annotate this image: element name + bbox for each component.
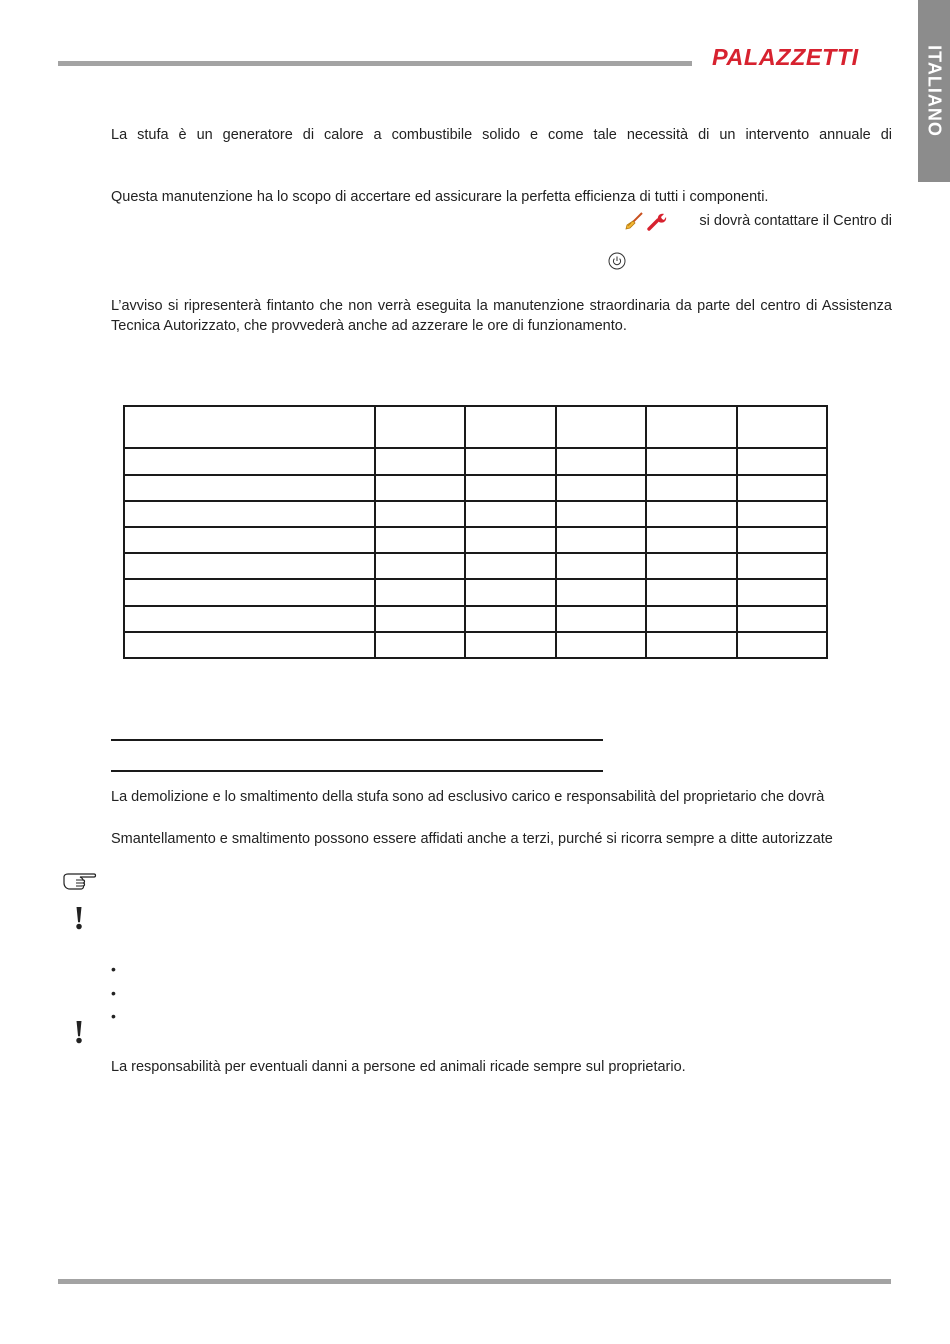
table-cell: [465, 632, 556, 658]
table-cell: [465, 475, 556, 501]
paragraph-dismantling: Smantellamento e smaltimento possono essere affidati anche a terzi, purché si ricorra sempre a ditte autorizzate: [111, 831, 833, 847]
broom-icon: [624, 211, 644, 231]
table-cell: [375, 475, 465, 501]
table-header-cell: [737, 406, 827, 448]
language-tab[interactable]: [918, 0, 950, 182]
table-header-cell: [646, 406, 737, 448]
table-cell: [465, 448, 556, 474]
table-cell: [646, 448, 737, 474]
table-cell: [556, 501, 646, 527]
table-cell: [124, 501, 375, 527]
table-cell: [375, 553, 465, 579]
table-cell: [465, 579, 556, 605]
table-cell: [646, 606, 737, 632]
table-cell: [556, 579, 646, 605]
table-cell: [465, 606, 556, 632]
table-cell: [124, 632, 375, 658]
table-header-cell: [124, 406, 375, 448]
table-header-row: [124, 406, 827, 448]
table-cell: [465, 553, 556, 579]
exclamation-icon: !: [73, 1014, 85, 1051]
paragraph-demolition: La demolizione e lo smaltimento della stufa sono ad esclusivo carico e responsabilità del proprietario che dovrà: [111, 789, 825, 805]
section-rule-bottom: [111, 770, 603, 772]
table-cell: [465, 501, 556, 527]
language-tab-label: ITALIANO: [924, 45, 945, 137]
footer-rule: [58, 1279, 891, 1284]
table-cell: [737, 501, 827, 527]
section-rule-top: [111, 739, 603, 741]
table-row: [124, 553, 827, 579]
table-cell: [556, 527, 646, 553]
table-cell: [375, 501, 465, 527]
table-cell: [375, 579, 465, 605]
wrench-icon: [647, 211, 667, 231]
table-cell: [375, 448, 465, 474]
table-cell: [737, 632, 827, 658]
bullet-point: •: [111, 985, 116, 1001]
table-cell: [124, 475, 375, 501]
table-cell: [124, 448, 375, 474]
table-cell: [124, 553, 375, 579]
table-cell: [646, 501, 737, 527]
bullet-point: •: [111, 961, 116, 977]
exclamation-icon: !: [73, 900, 85, 937]
table-cell: [737, 475, 827, 501]
table-cell: [375, 606, 465, 632]
table-cell: [646, 553, 737, 579]
table-row: [124, 606, 827, 632]
table-header-cell: [556, 406, 646, 448]
table-cell: [737, 448, 827, 474]
table-cell: [646, 475, 737, 501]
table-cell: [646, 527, 737, 553]
power-icon: [608, 252, 626, 270]
paragraph-contact-center: si dovrà contattare il Centro di: [699, 213, 892, 229]
table-cell: [556, 553, 646, 579]
table-cell: [737, 553, 827, 579]
table-cell: [556, 475, 646, 501]
table-cell: [124, 579, 375, 605]
paragraph-notice-repeat: L’avviso si ripresenterà fintanto che non verrà eseguita la manutenzione straordinaria da parte del centro di Assistenza Tecnica Autorizzato, che provvederà anche ad azzerare le ore di funzionamento.: [111, 298, 892, 334]
table-cell: [646, 632, 737, 658]
table-cell: [556, 448, 646, 474]
table-header-cell: [375, 406, 465, 448]
table-row: [124, 501, 827, 527]
table-row: [124, 527, 827, 553]
table-cell: [375, 632, 465, 658]
table-cell: [124, 606, 375, 632]
service-icons-line: [624, 210, 892, 232]
table-row: [124, 475, 827, 501]
paragraph-annual-maintenance: La stufa è un generatore di calore a combustibile solido e come tale necessità di un intervento annuale di: [111, 127, 892, 143]
table-cell: [737, 579, 827, 605]
table-header-cell: [465, 406, 556, 448]
table-row: [124, 448, 827, 474]
table-cell: [556, 606, 646, 632]
table-cell: [737, 606, 827, 632]
table-cell: [556, 632, 646, 658]
table-row: [124, 632, 827, 658]
pointing-hand-icon: [62, 870, 98, 892]
table-row: [124, 579, 827, 605]
bullet-point: •: [111, 1008, 116, 1024]
brand-logo: PALAZZETTI: [712, 44, 859, 70]
table-cell: [646, 579, 737, 605]
header-rule: [58, 61, 692, 66]
table-cell: [465, 527, 556, 553]
table-cell: [124, 527, 375, 553]
table-cell: [737, 527, 827, 553]
maintenance-log-table: [123, 405, 828, 659]
paragraph-liability: La responsabilità per eventuali danni a persone ed animali ricade sempre sul proprietario.: [111, 1059, 686, 1075]
paragraph-maintenance-purpose: Questa manutenzione ha lo scopo di accertare ed assicurare la perfetta efficienza di tutti i componenti.: [111, 189, 769, 205]
table-cell: [375, 527, 465, 553]
